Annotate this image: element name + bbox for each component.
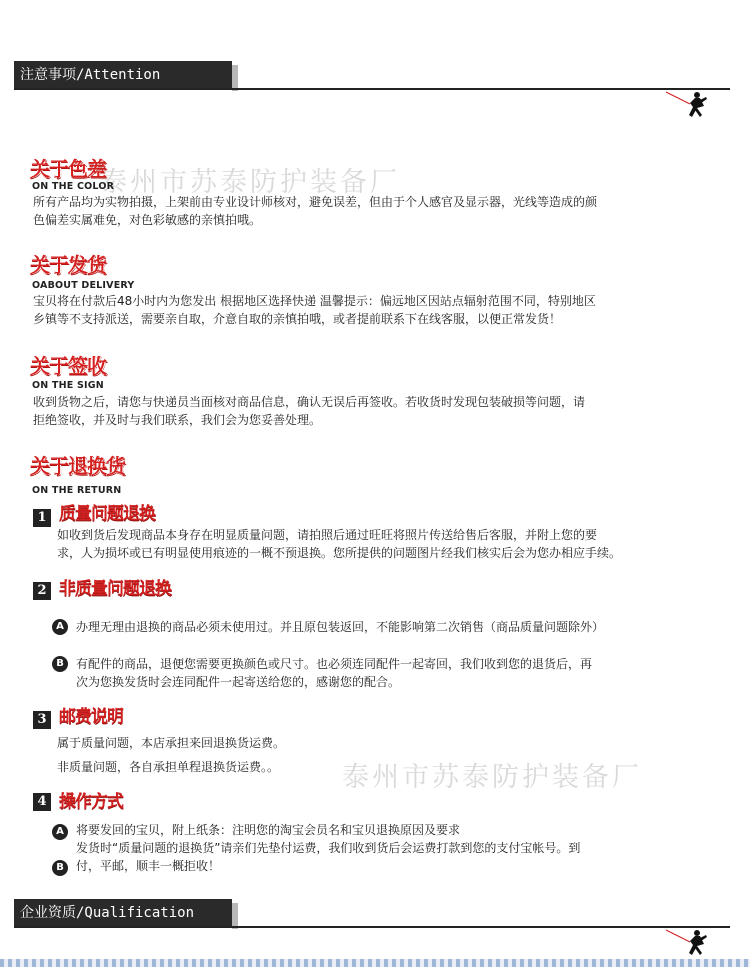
return-item-2-b-text: 有配件的商品，退便您需要更换颜色或尺寸。也必须连同配件一起寄回，我们收到您的退货后，再 次为您换发货时会连同配件一起寄送给您的，感谢您的配合。 <box>76 657 593 689</box>
watermark-top: 泰州市苏泰防护装备厂 <box>100 167 400 198</box>
return-item-3-number: 3 <box>33 711 51 729</box>
color-section-title: 关于色差 <box>30 157 106 181</box>
return-item-1-title: 质量问题退换 <box>59 504 155 524</box>
return-item-3-title: 邮费说明 <box>59 707 123 727</box>
return-item-2-title: 非质量问题退换 <box>59 579 171 599</box>
return-item-4-a-text: 将要发回的宝贝，附上纸条：注明您的淘宝会员名和宝贝退换原因及要求 <box>76 823 461 837</box>
return-item-2-a-text: 办理无理由退换的商品必须未使用过。并且原包装返回，不能影响第二次销售（商品质量问题除外） <box>76 620 605 634</box>
return-item-4-number: 4 <box>33 793 51 811</box>
marker-b-icon: B <box>52 860 68 876</box>
return-item-4-title: 操作方式 <box>59 792 123 812</box>
marker-b-icon: B <box>52 656 68 672</box>
delivery-section-en: OABOUT DELIVERY <box>32 280 135 291</box>
return-section-title: 关于退换货 <box>30 454 125 478</box>
decorative-footer-strip <box>0 959 750 967</box>
marker-a-icon: A <box>52 824 68 840</box>
climber-silhouette-icon <box>664 926 710 960</box>
watermark-bottom: 泰州市苏泰防护装备厂 <box>342 762 642 793</box>
return-section-en: ON THE RETURN <box>32 485 122 496</box>
sign-section-title: 关于签收 <box>30 354 106 378</box>
qualification-label: 企业资质/Qualification <box>20 905 195 921</box>
delivery-section-text: 宝贝将在付款后48小时内为您发出 根据地区选择快递 温馨提示：偏远地区因站点辐射范围不同，特别地区 乡镇等不支持派送，需要亲自取，介意自取的亲慎拍哦，或者提前联系下在线客服，以便正常发货！ <box>33 294 596 326</box>
color-section-en: ON THE COLOR <box>32 181 115 192</box>
return-item-1-text: 如收到货后发现商品本身存在明显质量问题，请拍照后通过旺旺将照片传送给售后客服，并附上您的要 求，人为损坏或已有明显使用痕迹的一概不预退换。您所提供的问题图片经我们核实后会为您办相应手续。 <box>57 528 622 560</box>
sign-section-text: 收到货物之后，请您与快递员当面核对商品信息，确认无误后再签收。若收货时发现包装破损等问题，请 拒绝签收，并及时与我们联系，我们会为您妥善处理。 <box>33 395 586 427</box>
return-item-4-b-text: 发货时“质量问题的退换货”请亲们先垫付运费，我们收到货后会运费打款到您的支付宝帐号。到 付，平邮，顺丰一概拒收！ <box>76 841 581 873</box>
return-item-3-text: 属于质量问题，本店承担来回退换货运费。 非质量问题，各自承担单程退换货运费。。 <box>57 736 286 774</box>
delivery-section-title: 关于发货 <box>30 253 106 277</box>
sign-section-en: ON THE SIGN <box>32 380 104 391</box>
attention-header-bar <box>14 61 232 89</box>
climber-silhouette-icon <box>664 88 710 122</box>
color-section-text: 所有产品均为实物拍摄，上架前由专业设计师核对，避免误差，但由于个人感官及显示器，光线等造成的颜 色偏差实属难免，对色彩敏感的亲慎拍哦。 <box>33 195 598 227</box>
return-item-1-number: 1 <box>33 509 51 527</box>
return-item-2-number: 2 <box>33 582 51 600</box>
qualification-divider <box>14 926 730 928</box>
marker-a-icon: A <box>52 619 68 635</box>
attention-label: 注意事项/Attention <box>20 67 161 83</box>
qualification-header-bar <box>14 899 232 927</box>
attention-divider <box>14 88 730 90</box>
